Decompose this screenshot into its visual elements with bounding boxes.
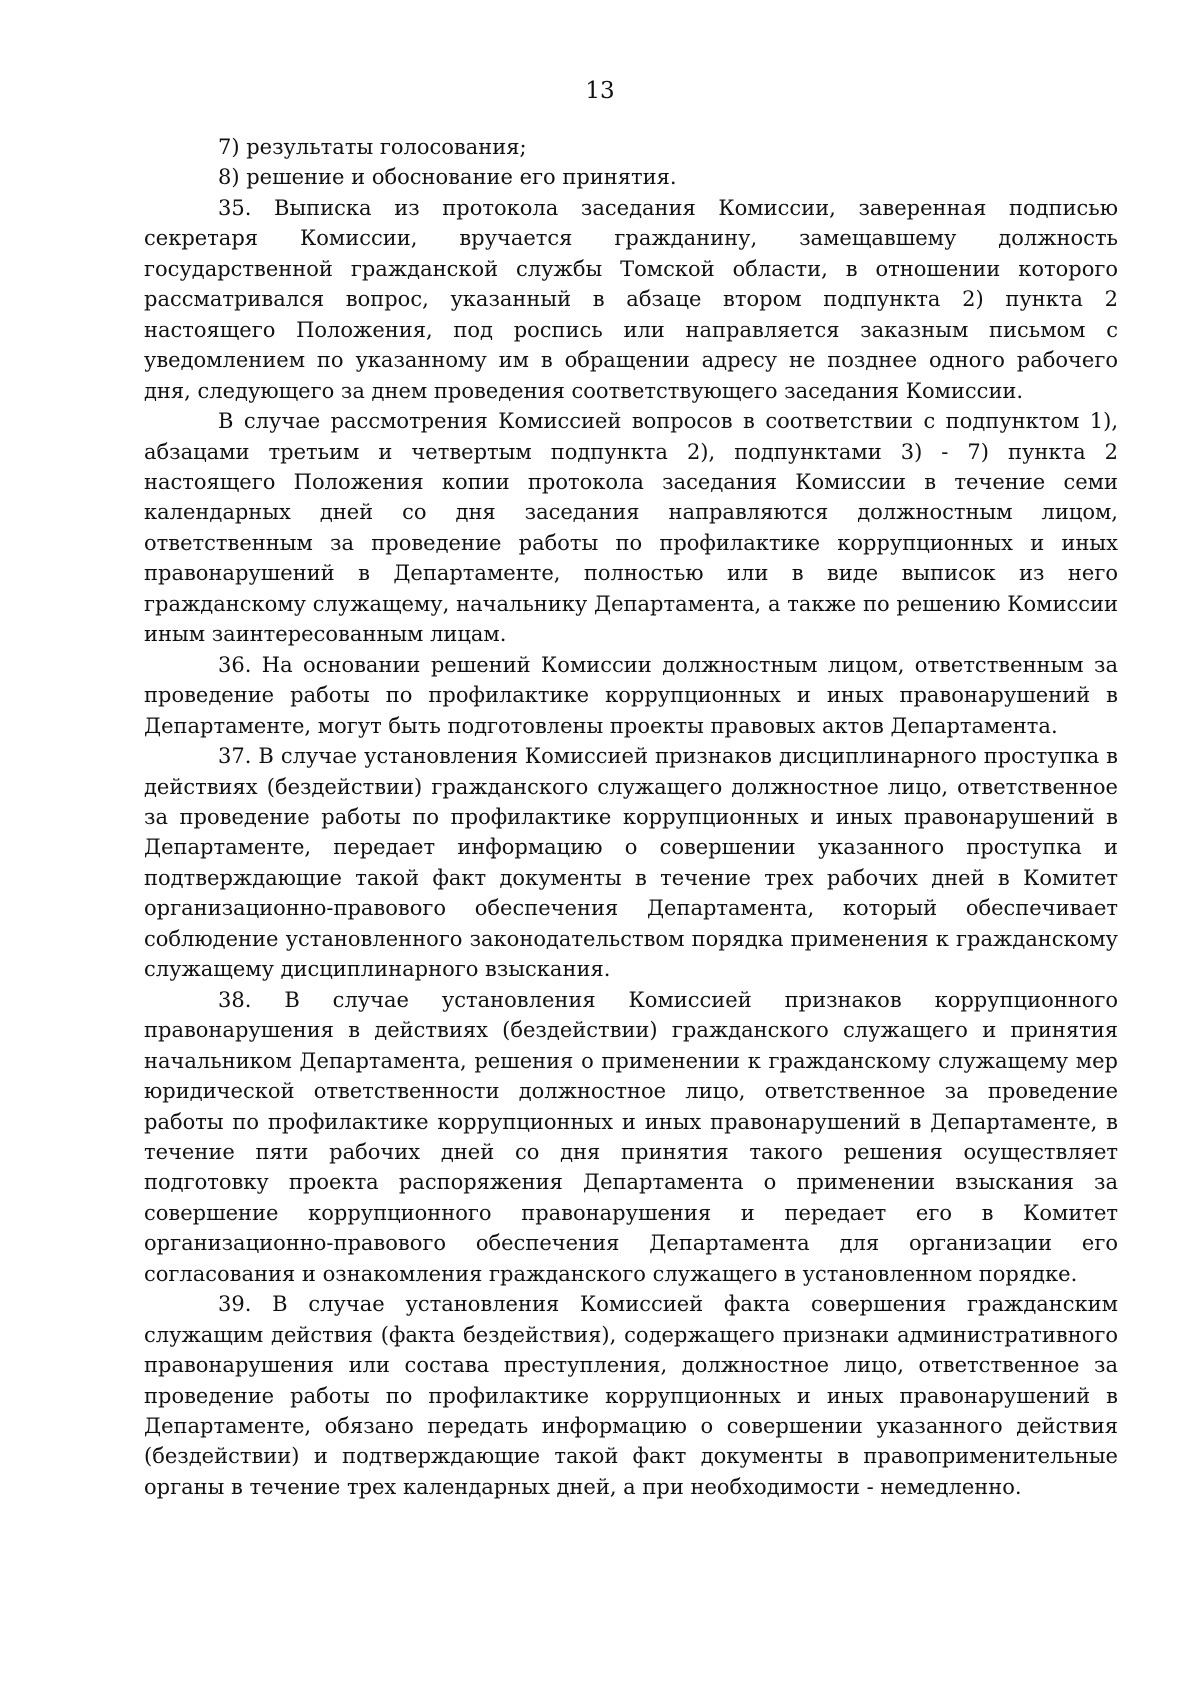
paragraph-35-continuation: В случае рассмотрения Комиссией вопросов в соответствии с подпунктом 1), абзацами третьим и четвертым подпункта 2), подпунктами 3) - 7) пункта 2 настоящего Положения копии протокола заседания Комиссии в течение семи календарных дней со дня заседания направляются должностным лицом, ответственным за проведение работы по профилактике коррупционных и иных правонарушений в Департаменте, полностью или в виде выписок из него гражданскому служащему, начальнику Департамента, а также по решению Комиссии иным заинтересованным лицам.: [144, 409, 1118, 647]
paragraph-35: 35. Выписка из протокола заседания Комиссии, заверенная подписью секретаря Комиссии, вручается гражданину, замещавшему должность государственной гражданской службы Томской области, в отношении которого рассматривался вопрос, указанный в абзаце втором подпункта 2) пункта 2 настоящего Положения, под роспись или направляется заказным письмом с уведомлением по указанному им в обращении адресу не позднее одного рабочего дня, следующего за днем проведения соответствующего заседания Комиссии.: [144, 195, 1118, 403]
document-body: [144, 132, 1118, 1502]
paragraph-37: 37. В случае установления Комиссией признаков дисциплинарного проступка в действиях (бездействии) гражданского служащего должностное лицо, ответственное за проведение работы по профилактике коррупционных и иных правонарушений в Департаменте, передает информацию о совершении указанного проступка и подтверждающие такой факт документы в течение трех рабочих дней в Комитет организационно-правового обеспечения Департамента, который обеспечивает соблюдение установленного законодательством порядка применения к гражданскому служащему дисциплинарного взыскания.: [144, 744, 1118, 982]
paragraph-39: 39. В случае установления Комиссией факта совершения гражданским служащим действия (факта бездействия), содержащего признаки административного правонарушения или состава преступления, должностное лицо, ответственное за проведение работы по профилактике коррупционных и иных правонарушений в Департаменте, обязано передать информацию о совершении указанного действия (бездействии) и подтверждающие такой факт документы в правоприменительные органы в течение трех календарных дней, а при необходимости - немедленно.: [144, 1292, 1118, 1499]
page-number: 13: [585, 78, 615, 104]
paragraph-38: 38. В случае установления Комиссией признаков коррупционного правонарушения в действиях (бездействии) гражданского служащего и принятия начальником Департамента, решения о применении к гражданскому служащему мер юридической ответственности должностное лицо, ответственное за проведение работы по профилактике коррупционных и иных правонарушений в Департаменте, в течение пяти рабочих дней со дня принятия такого решения осуществляет подготовку проекта распоряжения Департамента о применении взыскания за совершение коррупционного правонарушения и передает его в Комитет организационно-правового обеспечения Департамента для организации его согласования и ознакомления гражданского служащего в установленном порядке.: [144, 987, 1118, 1286]
list-item-decision-justification: 8) решение и обоснование его принятия.: [218, 165, 677, 190]
paragraph-36: 36. На основании решений Комиссии должностным лицом, ответственным за проведение работы по профилактике коррупционных и иных правонарушений в Департаменте, могут быть подготовлены проекты правовых актов Департамента.: [144, 652, 1118, 738]
list-item-voting-results: 7) результаты голосования;: [218, 135, 527, 159]
